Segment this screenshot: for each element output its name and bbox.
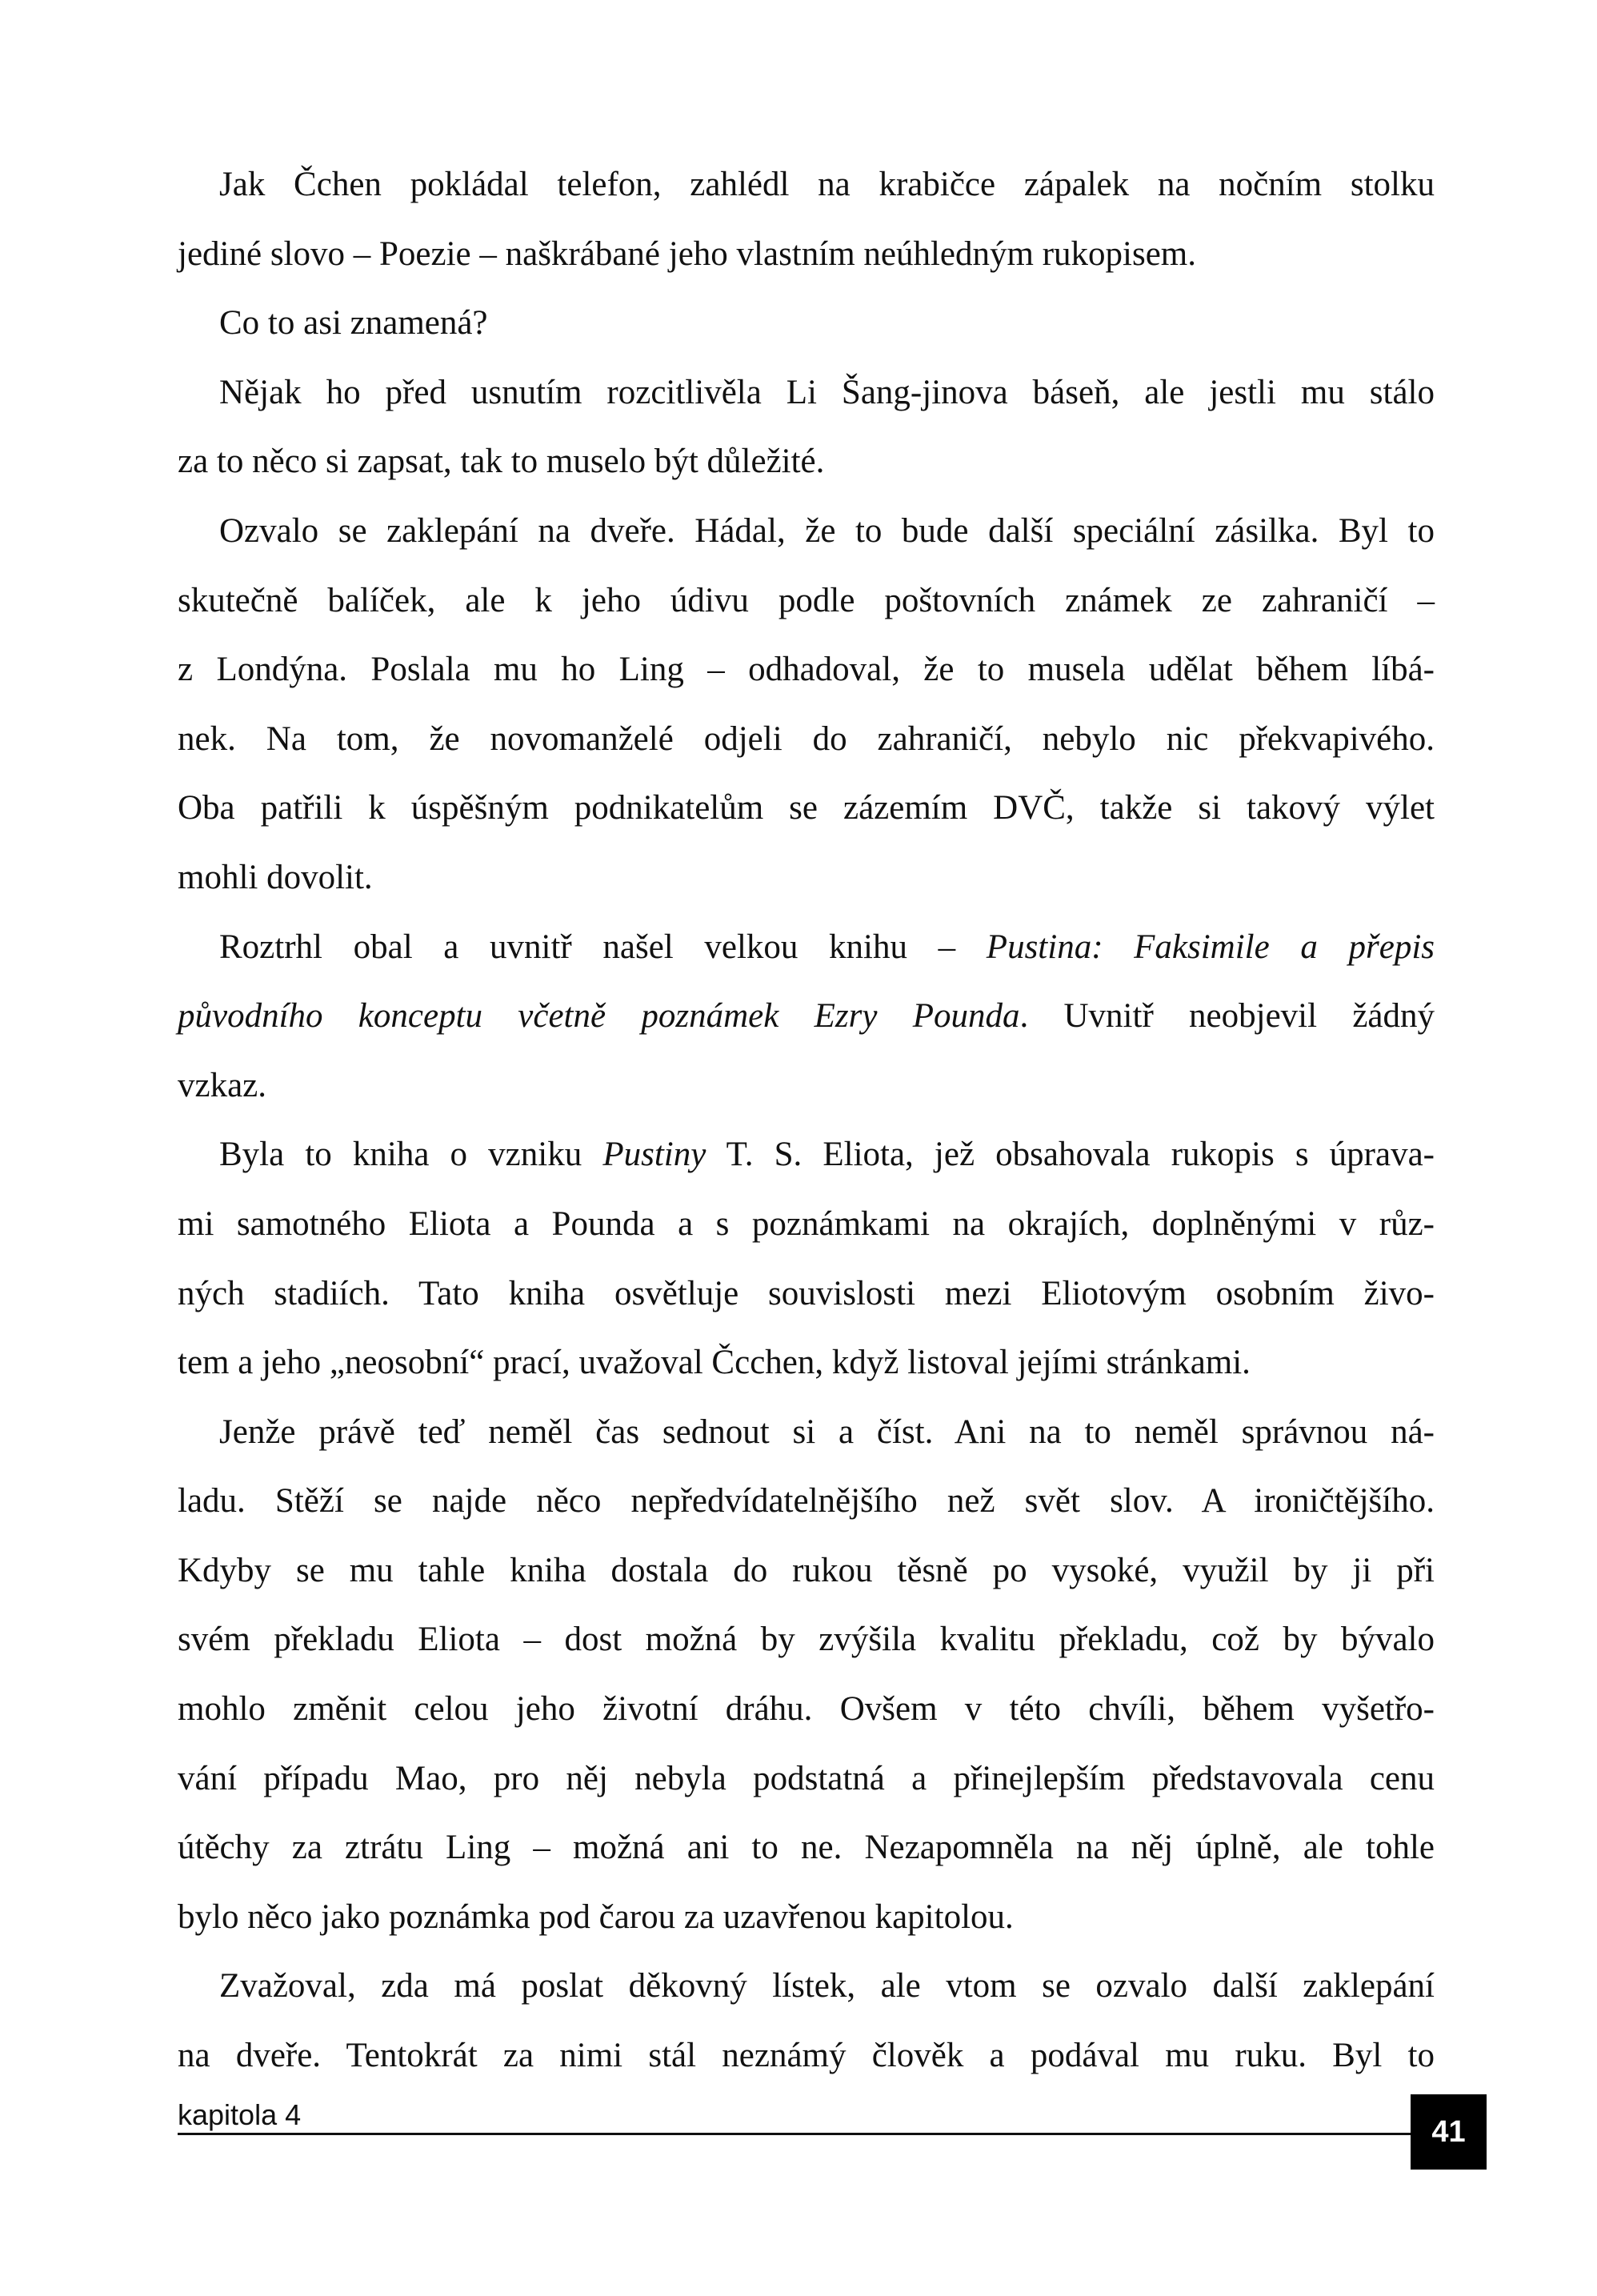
text-segment: Co to asi znamená? [219, 304, 488, 343]
text-line [178, 567, 1435, 636]
text-line [178, 1052, 1435, 1121]
body-text [178, 150, 1435, 2091]
text-segment: Roztrhl obal a uvnitř našel velkou knihu – [219, 928, 987, 966]
page-number-box [1411, 2094, 1487, 2170]
text-segment: z Londýna. Poslala mu ho Ling – odhadoval, že to musela udělat během líbá- [178, 651, 1435, 689]
text-segment: Nějak ho před usnutím rozcitlivěla Li Šang-jinova báseň, ale jestli mu stálo [219, 373, 1435, 411]
text-segment: mohli dovolit. [178, 858, 373, 896]
text-line [178, 1952, 1435, 2022]
text-segment: vzkaz. [178, 1066, 267, 1104]
text-line [178, 1190, 1435, 1260]
text-line [178, 774, 1435, 843]
text-line [178, 1120, 1435, 1190]
text-line [178, 1813, 1435, 1883]
text-segment: mohlo změnit celou jeho životní dráhu. Ovšem v této chvíli, během vyšetřo- [178, 1690, 1435, 1729]
running-footer-chapter: kapitola 4 [178, 2098, 302, 2131]
text-line [178, 1260, 1435, 1329]
text-line [178, 1745, 1435, 1814]
text-segment: T. S. Eliota, jež obsahovala rukopis s úprava- [706, 1136, 1435, 1174]
footer-rule [178, 2133, 1411, 2135]
text-line [178, 150, 1435, 220]
text-segment: ladu. Stěží se najde něco nepředvídatelnějšího než svět slov. A ironičtějšího. [178, 1482, 1435, 1521]
text-segment: ných stadiích. Tato kniha osvětluje souvislosti mezi Eliotovým osobním živo- [178, 1274, 1435, 1312]
text-line [178, 1467, 1435, 1537]
italic-title-text: Pustina: Faksimile a přepis [986, 928, 1435, 966]
page-number: 41 [1431, 2114, 1466, 2149]
text-line [178, 1328, 1435, 1398]
text-segment: skutečně balíček, ale k jeho údivu podle poštovních známek ze zahraničí – [178, 581, 1435, 619]
text-line [178, 220, 1435, 290]
text-segment: Jak Čchen pokládal telefon, zahlédl na krabičce zápalek na nočním stolku [219, 166, 1435, 203]
text-line [178, 289, 1435, 359]
text-segment: . Uvnitř neobjevil žádný [1019, 997, 1435, 1036]
text-line [178, 497, 1435, 567]
text-segment: na dveře. Tentokrát za nimi stál neznámý člověk a podával mu ruku. Byl to [178, 2037, 1435, 2075]
text-segment: nek. Na tom, že novomanželé odjeli do zahraničí, nebylo nic překvapivého. [178, 719, 1435, 758]
text-segment: bylo něco jako poznámka pod čarou za uzavřenou kapitolou. [178, 1897, 1014, 1936]
text-line [178, 1675, 1435, 1745]
text-line [178, 359, 1435, 428]
text-segment: tem a jeho „neosobní“ prací, uvažoval Čcchen, když listoval jejími stránkami. [178, 1344, 1251, 1382]
text-segment: Kdyby se mu tahle kniha dostala do rukou těsně po vysoké, využil by ji při [178, 1551, 1435, 1589]
text-line [178, 2022, 1435, 2091]
text-line [178, 1605, 1435, 1675]
text-line [178, 913, 1435, 983]
text-segment: za to něco si zapsat, tak to muselo být důležité. [178, 443, 825, 481]
italic-title-text: Pustiny [602, 1136, 706, 1174]
text-segment: útěchy za ztrátu Ling – možná ani to ne. Nezapomněla na něj úplně, ale tohle [178, 1829, 1435, 1867]
text-segment: Byla to kniha o vzniku [219, 1136, 603, 1174]
text-line [178, 1883, 1435, 1953]
text-segment: Oba patřili k úspěšným podnikatelům se zázemím DVČ, takže si takový výlet [178, 789, 1435, 827]
text-line [178, 705, 1435, 775]
text-line [178, 982, 1435, 1052]
text-segment: Jenže právě teď neměl čas sednout si a číst. Ani na to neměl správnou ná- [219, 1412, 1435, 1451]
text-segment: Ozvalo se zaklepání na dveře. Hádal, že to bude další speciální zásilka. Byl to [219, 511, 1435, 550]
italic-title-text: původního konceptu včetně poznámek Ezry Pounda [178, 997, 1020, 1036]
text-segment: svém překladu Eliota – dost možná by zvýšila kvalitu překladu, což by bývalo [178, 1621, 1435, 1659]
text-line [178, 1398, 1435, 1468]
text-segment: Zvažoval, zda má poslat děkovný lístek, ale vtom se ozvalo další zaklepání [219, 1967, 1435, 2005]
text-segment: jediné slovo – Poezie – naškrábané jeho vlastním neúhledným rukopisem. [178, 234, 1196, 273]
text-line [178, 1537, 1435, 1606]
text-segment: mi samotného Eliota a Pounda a s poznámkami na okrajích, doplněnými v růz- [178, 1204, 1435, 1243]
text-line [178, 635, 1435, 705]
text-line [178, 427, 1435, 497]
text-line [178, 843, 1435, 913]
text-segment: vání případu Mao, pro něj nebyla podstatná a přinejlepším představovala cenu [178, 1759, 1435, 1797]
